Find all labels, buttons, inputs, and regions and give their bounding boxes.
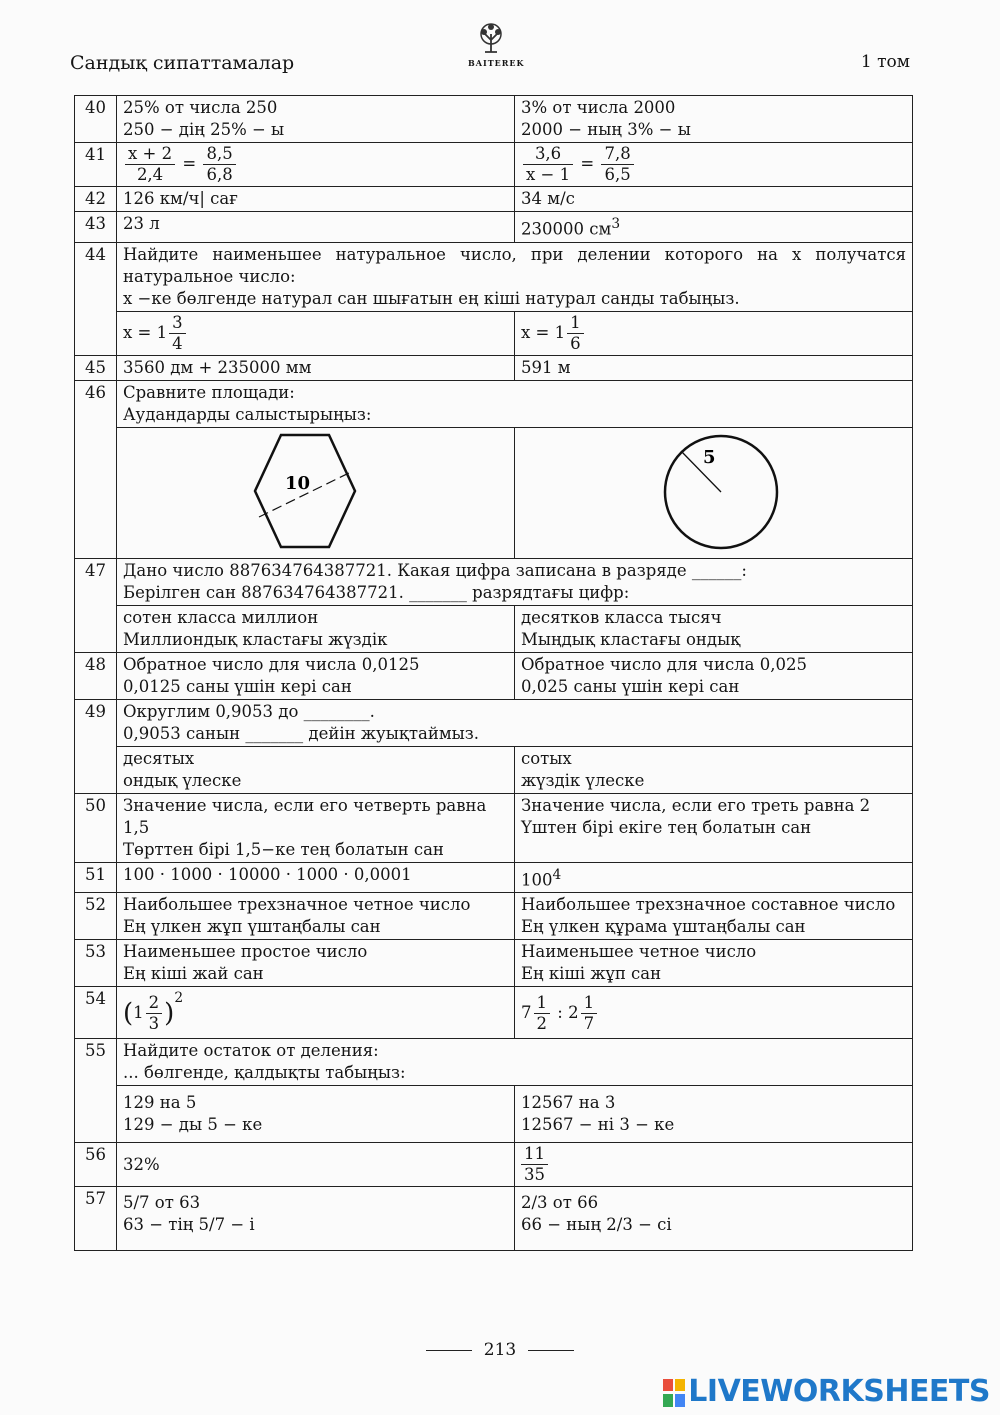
cell-right: 591 м (515, 355, 913, 380)
fraction: $\frac{7,8}{6,5}$ (601, 144, 633, 185)
circle-figure (521, 429, 906, 551)
question-text: Сравните площади: (123, 382, 295, 402)
fraction: $\frac{8,5}{6,8}$ (203, 144, 235, 185)
brand-text: BAITEREK (468, 58, 525, 68)
liveworksheets-watermark: LIVEWORKSHEETS (663, 1374, 990, 1409)
row-number: 57 (75, 1187, 117, 1251)
row-number: 47 (75, 558, 117, 652)
fraction: $\frac{3}{4}$ (169, 313, 186, 354)
row-number: 51 (75, 862, 117, 893)
question-text: Берілген сан 887634764387721. _______ разрядтағы цифр: (123, 582, 630, 602)
table-row (75, 355, 913, 380)
question-text: Найдите наименьшее натуральное число, при делении которого на x получатся натуральное число: (123, 244, 906, 286)
row-number: 41 (75, 143, 117, 187)
table-row (75, 242, 913, 311)
cell-left: Обратное число для числа 0,0125 0,0125 саны үшін кері сан (117, 652, 515, 699)
question-cell (117, 242, 913, 311)
cell-right: 34 м/с (515, 187, 913, 212)
cell-right: 7 $\frac{1}{2}$ : 2 $\frac{1}{7}$ (515, 987, 913, 1039)
cell-left: сотен класса миллион Миллиондық кластағы жүздік (117, 605, 515, 652)
row-number: 43 (75, 212, 117, 243)
cell-right: Обратное число для числа 0,025 0,025 саны үшін кері сан (515, 652, 913, 699)
cell-line: 250 − дің 25% − ы (123, 120, 285, 139)
page-header (70, 48, 910, 88)
cell-left: десятых ондық үлеске (117, 746, 515, 793)
cell-left: 100 · 1000 · 10000 · 1000 · 0,0001 (117, 862, 515, 893)
hexagon-figure (123, 429, 508, 551)
table-row (75, 143, 913, 187)
cell-left: 5/7 от 63 63 − тің 5/7 − і (117, 1187, 515, 1251)
cell-right: 230000 $см^3$ (515, 212, 913, 243)
row-number: 56 (75, 1143, 117, 1187)
cell-left: x = 1 $\frac{3}{4}$ (117, 311, 515, 355)
question-cell (117, 558, 913, 605)
cell-left: 129 на 5 129 − ды 5 − ке (117, 1086, 515, 1143)
question-text: Найдите остаток от деления: (123, 1041, 379, 1060)
table-row (75, 652, 913, 699)
table-row (75, 187, 913, 212)
cell-right (515, 96, 913, 143)
row-number: 53 (75, 940, 117, 987)
table-row (75, 862, 913, 893)
cell-right (515, 427, 913, 558)
liveworksheets-logo-icon (663, 1379, 685, 1407)
baiterek-logo (468, 22, 525, 68)
row-number: 54 (75, 987, 117, 1039)
circle-radius-label: 5 (703, 446, 716, 468)
cell-left (117, 96, 515, 143)
table-row (75, 1086, 913, 1143)
row-number: 45 (75, 355, 117, 380)
table-row (75, 605, 913, 652)
fraction: $\frac{3,6}{x - 1}$ (523, 144, 573, 185)
row-number: 52 (75, 893, 117, 940)
question-text: Дано число 887634764387721. Какая цифра записана в разряде ______: (123, 560, 747, 580)
cell-left: 32% (117, 1143, 515, 1187)
cell-line: 2000 − ның 3% − ы (521, 120, 691, 139)
cell-right: 2/3 от 66 66 − ның 2/3 − сі (515, 1187, 913, 1251)
cell-left: Наименьшее простое число Ең кіші жай сан (117, 940, 515, 987)
cell-right: $\frac{3,6}{x - 1}$ = $\frac{7,8}{6,5}$ (515, 143, 913, 187)
table-row (75, 1143, 913, 1187)
fraction: $\frac{1}{7}$ (581, 993, 598, 1034)
question-cell (117, 699, 913, 746)
row-number: 42 (75, 187, 117, 212)
fraction: $\frac{2}{3}$ (146, 993, 163, 1034)
fraction: $\frac{1}{6}$ (567, 313, 584, 354)
table-row (75, 558, 913, 605)
cell-left: 23 л (117, 212, 515, 243)
book-section-title: Сандық сипаттамалар (70, 52, 295, 74)
volume-label: 1 том (860, 52, 910, 72)
row-number: 40 (75, 96, 117, 143)
fraction: $\frac{x + 2}{2,4}$ (125, 144, 175, 185)
table-row (75, 987, 913, 1039)
cell-left: $\frac{x + 2}{2,4}$ = $\frac{8,5}{6,8}$ (117, 143, 515, 187)
table-row (75, 96, 913, 143)
question-text: 0,9053 санын _______ дейін жуықтаймыз. (123, 723, 480, 743)
page-footer (0, 1340, 1000, 1360)
question-text: Аудандарды салыстырыңыз: (123, 404, 372, 424)
question-text: Округлим 0,9053 до ________. (123, 701, 375, 721)
comparison-table (74, 95, 913, 1251)
cell-left (117, 427, 515, 558)
cell-right (515, 1143, 913, 1187)
cell-right: Наибольшее трехзначное составное число Ең үлкен құрама үштаңбалы сан (515, 893, 913, 940)
cell-right: x = 1 $\frac{1}{6}$ (515, 311, 913, 355)
cell-left: (1 $\frac{2}{3}$ )$^2$ (117, 987, 515, 1039)
table-row (75, 793, 913, 862)
cell-right: Наименьшее четное число Ең кіші жұп сан (515, 940, 913, 987)
question-text: ... бөлгенде, қалдықты табыңыз: (123, 1063, 406, 1082)
cell-right: $100^4$ (515, 862, 913, 893)
table-row (75, 427, 913, 558)
table-row (75, 311, 913, 355)
cell-right: 12567 на 3 12567 − ні 3 − ке (515, 1086, 913, 1143)
table-row (75, 699, 913, 746)
question-cell (117, 380, 913, 427)
cell-left: Значение числа, если его четверть равна 1,5 Төрттен бірі 1,5−ке тең болатын сан (117, 793, 515, 862)
table-row (75, 746, 913, 793)
question-text: x −ке бөлгенде натурал сан шығатын ең кіші натурал санды табыңыз. (123, 288, 740, 308)
fraction: $\frac{1}{2}$ (534, 993, 551, 1034)
fraction: $\frac{11}{35}$ (521, 1144, 548, 1185)
row-number: 46 (75, 380, 117, 558)
cell-line: 25% от числа 250 (123, 98, 278, 117)
cell-left: 3560 дм + 235000 мм (117, 355, 515, 380)
table-row (75, 1039, 913, 1086)
page-number: 213 (483, 1340, 517, 1360)
table-row (75, 940, 913, 987)
row-number: 49 (75, 699, 117, 793)
row-number: 48 (75, 652, 117, 699)
row-number: 44 (75, 242, 117, 355)
cell-line: 3% от числа 2000 (521, 98, 676, 117)
row-number: 55 (75, 1039, 117, 1143)
table-row (75, 212, 913, 243)
row-number: 50 (75, 793, 117, 862)
table-row (75, 893, 913, 940)
table-row (75, 1187, 913, 1251)
cell-right: десятков класса тысяч Мыңдық кластағы ондық (515, 605, 913, 652)
cell-right: сотых жүздік үлеске (515, 746, 913, 793)
cell-left: Наибольшее трехзначное четное число Ең үлкен жұп үштаңбалы сан (117, 893, 515, 940)
cell-right: Значение числа, если его треть равна 2 Үштен бірі екіге тең болатын сан (515, 793, 913, 862)
hexagon-side-label: 10 (285, 472, 311, 494)
cell-left: 126 км/ч| сағ (117, 187, 515, 212)
question-cell (117, 1039, 913, 1086)
table-row (75, 380, 913, 427)
